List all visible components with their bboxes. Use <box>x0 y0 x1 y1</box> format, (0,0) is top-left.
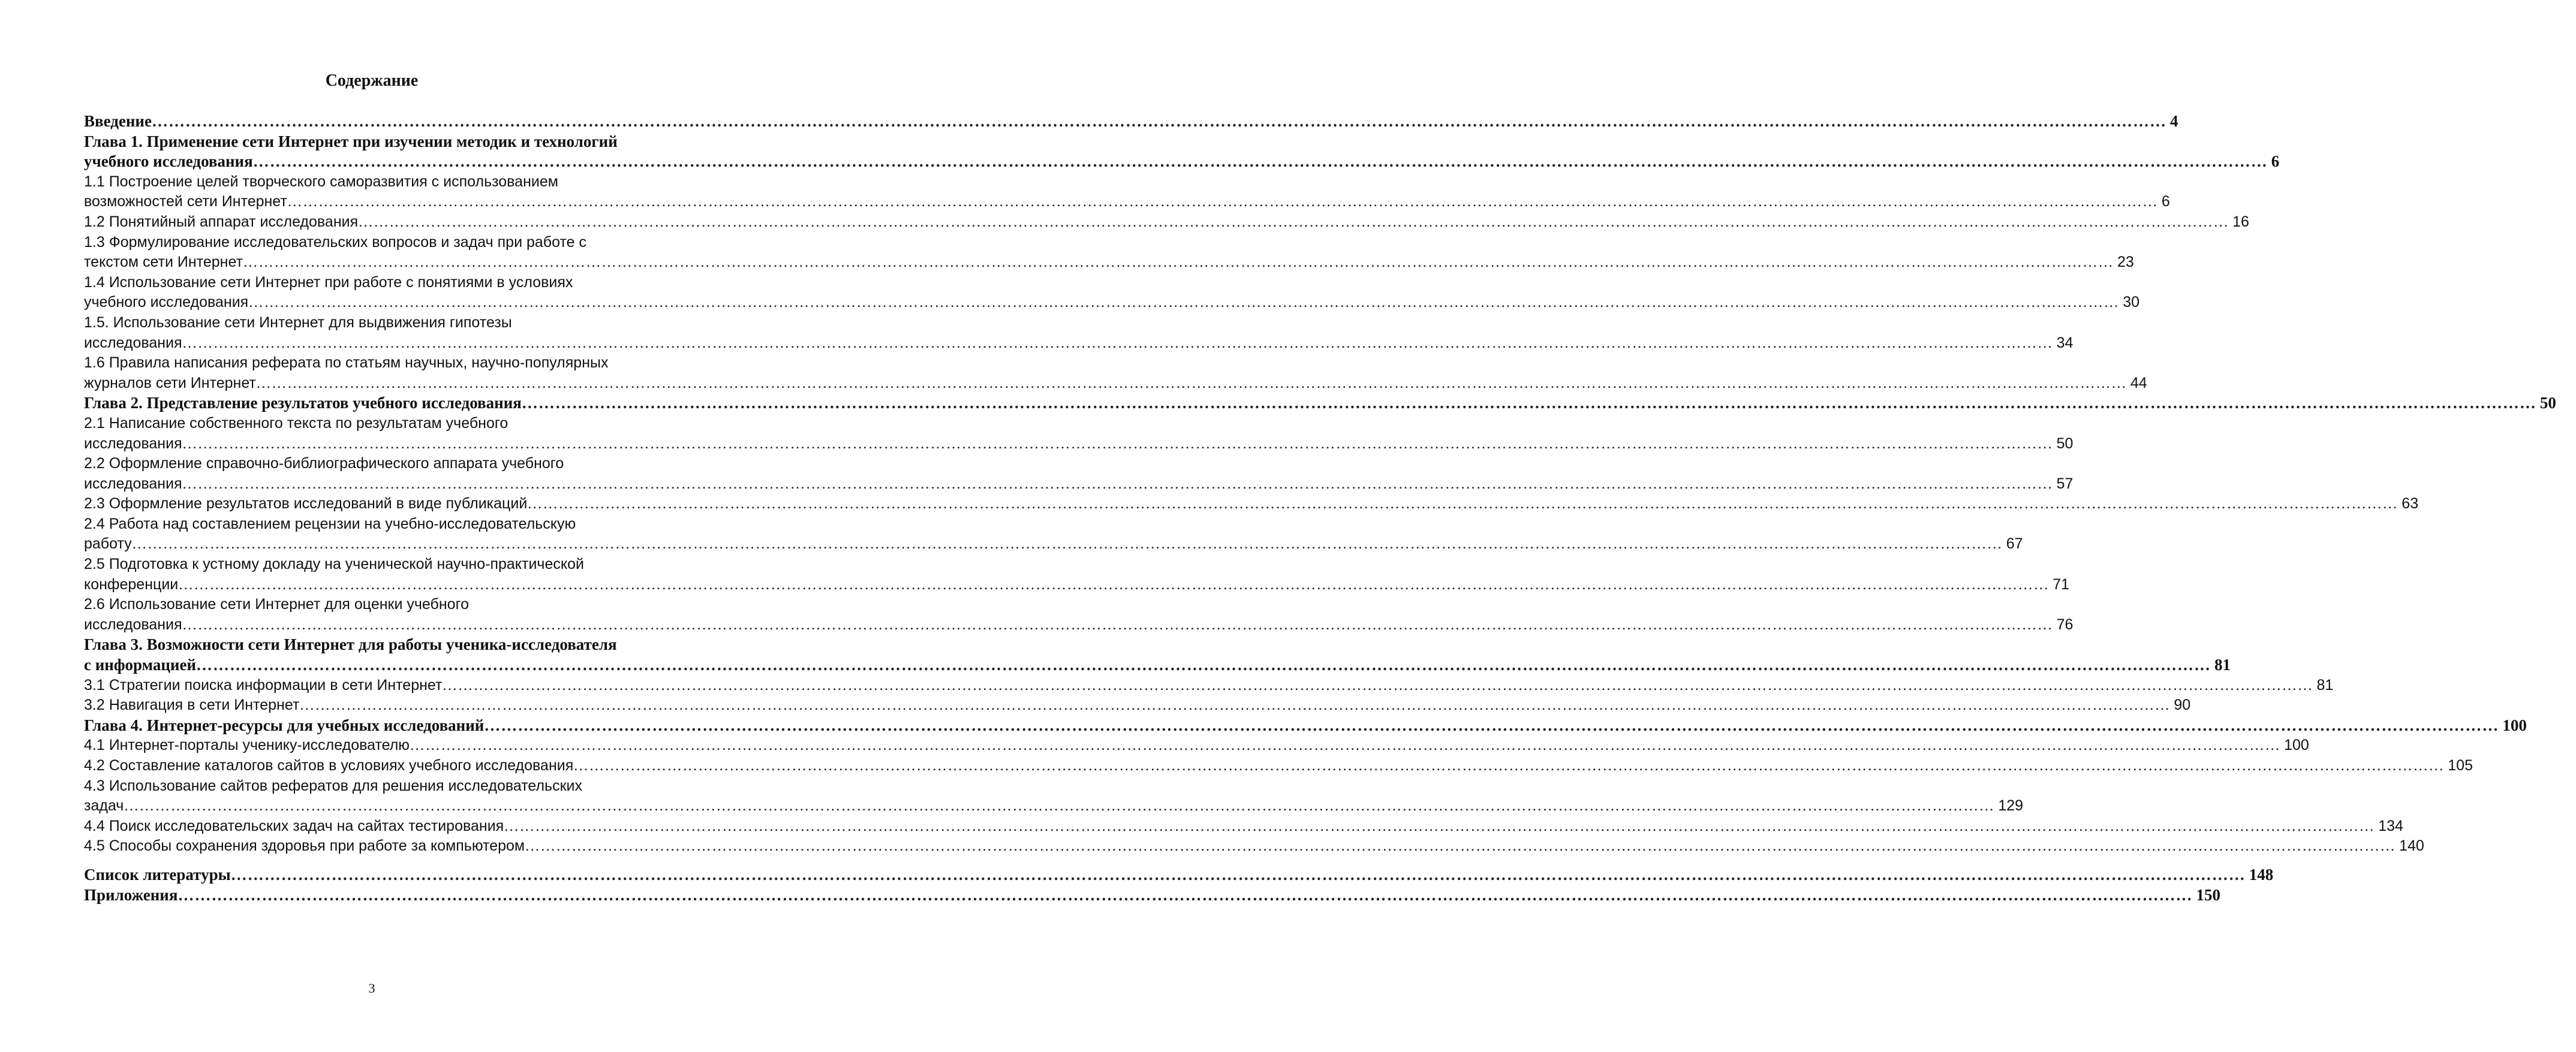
toc-entry-line <box>84 885 2220 906</box>
chapter-title: Глава 3. Возможности сети Интернет для работы ученика-исследователя <box>84 635 617 654</box>
toc-page-number: 148 <box>2249 865 2274 884</box>
chapter-title: с информацией <box>84 656 196 674</box>
toc-entry-line <box>84 494 2419 514</box>
section-title: 4.1 Интернет-порталы ученику-исследователю <box>84 737 410 754</box>
toc-entry-line <box>84 111 2178 132</box>
toc-page-number: 34 <box>2056 334 2074 351</box>
toc-page-number: 150 <box>2196 885 2220 904</box>
dot-leader: ……………………………………………………………………………………………………………………………………………………………………………………………………………………………………………………………………………………………………………………………… <box>521 394 2536 412</box>
section-title: журналов сети Интернет <box>84 374 256 391</box>
page-number: 3 <box>368 981 375 996</box>
toc-page-number: 23 <box>2117 254 2134 271</box>
dot-leader: ……………………………………………………………………………………………………………………………………………………………………………………………………………………………………………………………………………………………………………………………… <box>573 758 2445 774</box>
toc-entry-line <box>84 595 666 615</box>
dot-leader: ……………………………………………………………………………………………………………………………………………………………………………………………………………………………………………………………………………………………………………………………… <box>504 818 2375 834</box>
section-title: 1.6 Правила написания реферата по статьям научных, научно-популярных <box>84 354 609 372</box>
dot-leader: ……………………………………………………………………………………………………………………………………………………………………………………………………………………………………………………………………………………………………………………………… <box>287 194 2158 210</box>
section-title: 4.3 Использование сайтов рефератов для решения исследовательских <box>84 777 582 794</box>
section-title: 2.6 Использование сети Интернет для оценки учебного <box>84 596 470 613</box>
toc-entry-line <box>84 233 666 253</box>
dot-leader: ……………………………………………………………………………………………………………………………………………………………………………………………………………………………………………………………………………………………………………………………… <box>124 798 1995 815</box>
section-title: 1.2 Понятийный аппарат исследования <box>84 213 359 230</box>
dot-leader: ……………………………………………………………………………………………………………………………………………………………………………………………………………………………………………………………………………………………………………………………… <box>230 865 2246 884</box>
dot-leader: ……………………………………………………………………………………………………………………………………………………………………………………………………………………………………………………………………………………………………………………………… <box>484 716 2499 734</box>
dot-leader: ……………………………………………………………………………………………………………………………………………………………………………………………………………………………………………………………………………………………………………………………… <box>182 334 2053 351</box>
toc-page-number: 4 <box>2169 112 2178 130</box>
toc-page-number: 57 <box>2056 475 2074 492</box>
dot-leader: ……………………………………………………………………………………………………………………………………………………………………………………………………………………………………………………………………………………………………………………………… <box>248 294 2120 311</box>
toc-entry-line <box>84 554 666 575</box>
toc-page-number: 81 <box>2214 656 2231 674</box>
toc-page-number: 76 <box>2056 616 2074 633</box>
toc-page-number: 6 <box>2271 152 2280 171</box>
dot-leader: ……………………………………………………………………………………………………………………………………………………………………………………………………………………………………………………………………………………………………………………………… <box>151 112 2166 130</box>
chapter-title: Глава 4. Интернет-ресурсы для учебных исследований <box>84 716 484 734</box>
toc-entry-line <box>84 514 666 535</box>
toc-entry-line <box>84 865 2274 885</box>
toc-entry-line <box>84 273 666 293</box>
toc-entry-line <box>84 212 2249 233</box>
section-title: 1.1 Построение целей творческого саморазвития с использованием <box>84 173 558 190</box>
section-title: 4.4 Поиск исследовательских задач на сайтах тестирования <box>84 817 504 834</box>
toc-entry-line <box>84 816 2403 837</box>
toc-entry-line <box>84 152 2280 172</box>
section-title: 1.4 Использование сети Интернет при работе с понятиями в условиях <box>84 273 573 291</box>
section-title: текстом сети Интернет <box>84 254 243 271</box>
dot-leader: ……………………………………………………………………………………………………………………………………………………………………………………………………………………………………………………………………………………………………………………………… <box>243 254 2114 271</box>
chapter-title: Глава 2. Представление результатов учебного исследования <box>84 394 522 412</box>
toc-page-number: 63 <box>2402 495 2419 513</box>
toc-entry-line <box>84 534 2023 554</box>
section-title: исследования <box>84 435 182 452</box>
section-title: задач <box>84 797 124 815</box>
toc-entry-line <box>84 454 666 474</box>
toc-entry-line <box>84 393 2556 414</box>
toc-page-number: 30 <box>2123 294 2140 311</box>
toc-entry-line <box>84 756 2473 776</box>
toc-entry-line <box>84 313 666 333</box>
toc-page-number: 50 <box>2539 394 2556 412</box>
toc-entry-line <box>84 474 2074 495</box>
toc-page-number: 134 <box>2378 817 2403 834</box>
toc-entry-line <box>84 414 666 434</box>
toc-entry-line <box>84 252 2134 273</box>
dot-leader: ……………………………………………………………………………………………………………………………………………………………………………………………………………………………………………………………………………………………………………………………… <box>131 536 2003 553</box>
section-title: 2.3 Оформление результатов исследований в виде публикаций <box>84 495 528 513</box>
dot-leader: ……………………………………………………………………………………………………………………………………………………………………………………………………………………………………………………………………………………………………………………………… <box>177 885 2193 904</box>
dot-leader: ……………………………………………………………………………………………………………………………………………………………………………………………………………………………………………………………………………………………………………………………… <box>182 475 2053 492</box>
toc-entry-line <box>84 575 2070 595</box>
toc-page-number: 81 <box>2316 676 2334 694</box>
toc-page-number: 140 <box>2399 837 2424 855</box>
table-of-contents <box>84 111 2556 905</box>
chapter-title: Список литературы <box>84 865 231 884</box>
chapter-title: Приложения <box>84 885 178 904</box>
section-title: 3.1 Стратегии поиска информации в сети Интернет <box>84 676 443 694</box>
dot-leader: ……………………………………………………………………………………………………………………………………………………………………………………………………………………………………………………………………………………………………………………………… <box>255 375 2127 391</box>
section-title: исследования <box>84 475 182 492</box>
section-title: 2.5 Подготовка к устному докладу на ученической научно-практической <box>84 556 584 573</box>
dot-leader: ……………………………………………………………………………………………………………………………………………………………………………………………………………………………………………………………………………………………………………………………… <box>527 496 2399 513</box>
toc-page-number: 90 <box>2174 697 2191 714</box>
toc-entry-line <box>84 132 666 152</box>
section-title: 1.3 Формулирование исследовательских вопросов и задач при работе с <box>84 233 586 251</box>
toc-entry-line <box>84 615 2074 635</box>
dot-leader: ……………………………………………………………………………………………………………………………………………………………………………………………………………………………………………………………………………………………………………………………… <box>358 213 2229 230</box>
toc-entry-line <box>84 736 2309 756</box>
section-title: 2.1 Написание собственного текста по результатам учебного <box>84 414 508 432</box>
toc-entry-line <box>84 434 2074 454</box>
toc-entry-line <box>84 676 2334 696</box>
section-title: 3.2 Навигация в сети Интернет <box>84 697 300 714</box>
dot-leader: ……………………………………………………………………………………………………………………………………………………………………………………………………………………………………………………………………………………………………………………………… <box>252 152 2268 171</box>
toc-entry-line <box>84 353 666 373</box>
dot-leader: ……………………………………………………………………………………………………………………………………………………………………………………………………………………………………………………………………………………………………………………………… <box>525 838 2396 855</box>
toc-entry-line <box>84 635 666 655</box>
dot-leader: ……………………………………………………………………………………………………………………………………………………………………………………………………………………………………………………………………………………………………………………………… <box>299 697 2171 714</box>
toc-page-number: 105 <box>2448 757 2473 774</box>
toc-page-number: 44 <box>2130 374 2147 391</box>
toc-page-number: 6 <box>2161 193 2170 210</box>
section-title: 4.5 Способы сохранения здоровья при работе за компьютером <box>84 837 525 855</box>
toc-entry-line <box>84 695 2191 716</box>
dot-leader: ……………………………………………………………………………………………………………………………………………………………………………………………………………………………………………………………………………………………………………………………… <box>182 616 2053 633</box>
toc-page-number: 71 <box>2053 575 2070 593</box>
section-title: исследования <box>84 334 182 351</box>
toc-entry-line <box>84 293 2140 313</box>
dot-leader: ……………………………………………………………………………………………………………………………………………………………………………………………………………………………………………………………………………………………………………………………… <box>442 677 2313 694</box>
toc-page-number: 67 <box>2006 535 2023 553</box>
page-title: Содержание <box>325 71 419 90</box>
section-title: 1.5. Использование сети Интернет для выдвижения гипотезы <box>84 314 512 331</box>
toc-entry-line <box>84 172 666 192</box>
toc-entry-line <box>84 192 2170 212</box>
section-title: исследования <box>84 616 182 633</box>
toc-entry-line <box>84 716 2527 736</box>
section-title: учебного исследования <box>84 294 249 311</box>
toc-page-number: 16 <box>2232 213 2249 230</box>
toc-page-number: 50 <box>2056 435 2074 452</box>
section-title: работу <box>84 535 132 553</box>
dot-leader: ……………………………………………………………………………………………………………………………………………………………………………………………………………………………………………………………………………………………………………………………… <box>410 737 2281 754</box>
toc-entry-line <box>84 796 2024 816</box>
section-title: 2.4 Работа над составлением рецензии на учебно-исследовательскую <box>84 515 576 532</box>
chapter-title: Введение <box>84 112 152 130</box>
toc-entry-line <box>84 373 2147 394</box>
dot-leader: ……………………………………………………………………………………………………………………………………………………………………………………………………………………………………………………………………………………………………………………………… <box>196 656 2211 674</box>
section-title: 4.2 Составление каталогов сайтов в условиях учебного исследования <box>84 757 574 774</box>
toc-entry-line <box>84 655 2231 676</box>
toc-entry-line <box>84 836 2424 857</box>
dot-leader: ……………………………………………………………………………………………………………………………………………………………………………………………………………………………………………………………………………………………………………………………… <box>178 576 2050 593</box>
section-title: возможностей сети Интернет <box>84 193 287 210</box>
toc-page-number: 100 <box>2284 737 2309 754</box>
section-title: 2.2 Оформление справочно-библиографического аппарата учебного <box>84 455 564 472</box>
toc-entry-line <box>84 776 666 797</box>
chapter-title: учебного исследования <box>84 152 253 171</box>
dot-leader: ……………………………………………………………………………………………………………………………………………………………………………………………………………………………………………………………………………………………………………………………… <box>182 435 2053 452</box>
section-title: конференции <box>84 575 179 593</box>
toc-entry-line <box>84 333 2074 354</box>
toc-page-number: 129 <box>1998 797 2024 815</box>
toc-page-number: 100 <box>2502 716 2527 734</box>
chapter-title: Глава 1. Применение сети Интернет при изучении методик и технологий <box>84 132 618 150</box>
